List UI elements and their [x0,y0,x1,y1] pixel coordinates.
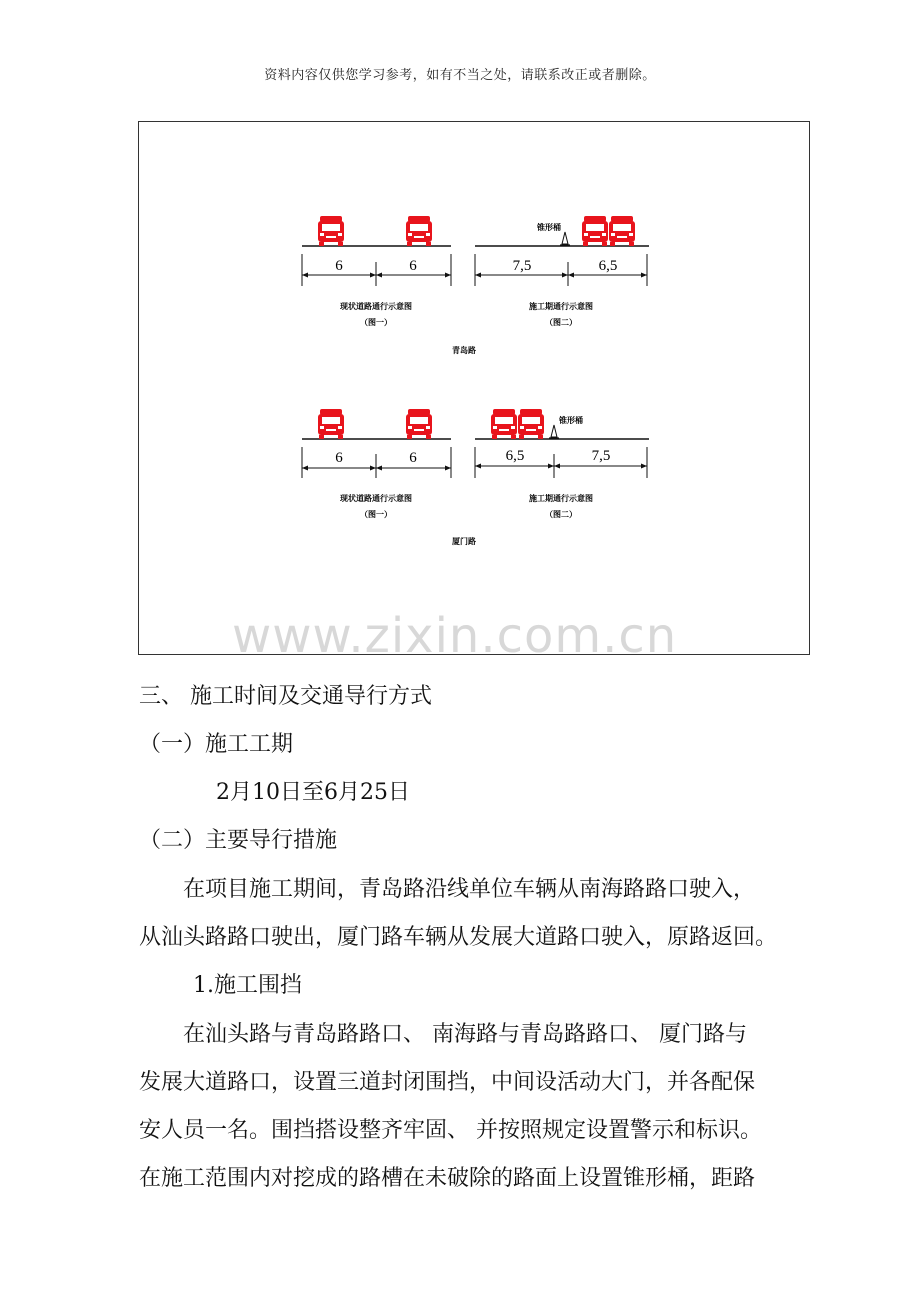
road-name-label: 厦门路 [452,536,476,546]
dimension-label: 6,5 [598,258,618,274]
paragraph-line: 在汕头路与青岛路路口、 南海路与青岛路路口、 厦门路与 [183,1022,747,1047]
header-disclaimer: 资料内容仅供您学习参考，如有不当之处，请联系改正或者删除。 [264,68,656,83]
dimension-label: 6 [409,258,417,274]
paragraph-line: 从汕头路路口驶出，厦门路车辆从发展大道路口驶入，原路返回。 [139,925,778,950]
figure-caption: 施工期通行示意图 [529,493,593,503]
figure-number: （图二） [545,317,577,327]
vehicle-icon [318,216,344,246]
paragraph-line: 发展大道路口，设置三道封闭围挡，中间设活动大门，并各配保 [139,1070,756,1095]
cone-label: 锥形桶 [537,222,561,232]
paragraph-line: 在施工范围内对挖成的路槽在未破除的路面上设置锥形桶，距路 [139,1166,756,1191]
road-name-label: 青岛路 [452,345,476,355]
subsection-title: （一）施工工期 [139,732,294,757]
vehicle-icon [406,216,432,246]
figure-number: （图二） [545,509,577,519]
traffic-cone-icon [549,425,559,438]
vehicle-icon [406,409,432,439]
dimension-label: 7,5 [591,448,611,464]
vehicle-icon [609,216,635,246]
vehicle-icon [491,409,517,439]
paragraph-line: 安人员一名。围挡搭设整齐牢固、 并按照规定设置警示和标识。 [139,1118,762,1143]
vehicle-icon [518,409,544,439]
subsection-title: （二）主要导行措施 [139,828,338,853]
figure-caption: 现状道路通行示意图 [340,493,412,503]
bottom-construction-road-diagram [475,409,649,519]
paragraph-line: 在项目施工期间，青岛路沿线单位车辆从南海路路口驶入， [183,877,756,902]
watermark: www.zixin.com.cn [232,608,678,664]
dimension-label: 6 [335,450,343,466]
dimension-label: 6,5 [505,448,525,464]
schedule-text: 2月10日至6月25日 [216,780,410,805]
bottom-current-road-diagram [302,409,451,519]
figure-number: （图一） [360,317,392,327]
figure-caption: 现状道路通行示意图 [340,301,412,311]
figure-caption: 施工期通行示意图 [529,301,593,311]
dimension-label: 6 [409,450,417,466]
top-current-road-diagram [302,216,451,327]
figure-number: （图一） [360,509,392,519]
vehicle-icon [582,216,608,246]
dimension-label: 6 [335,258,343,274]
traffic-diagram-figure [138,121,810,655]
traffic-cone-icon [560,232,570,245]
top-construction-road-diagram [475,216,649,327]
dimension-label: 7,5 [512,258,532,274]
cone-label: 锥形桶 [559,415,583,425]
section-title: 三、 施工时间及交通导行方式 [139,684,432,709]
vehicle-icon [318,409,344,439]
item-title: 1.施工围挡 [193,973,302,998]
